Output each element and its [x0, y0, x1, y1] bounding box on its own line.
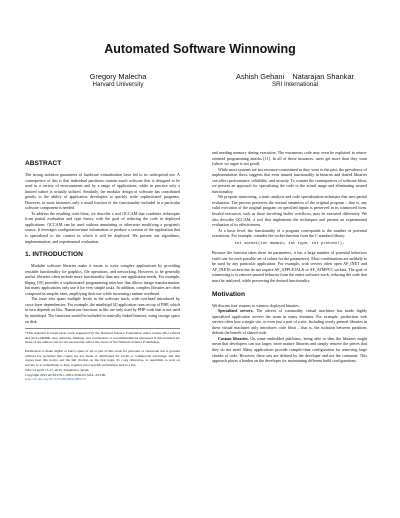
conference-line: SAC'15 April 13-17, 2015, Salamanca, Spain.	[25, 368, 90, 373]
motivation-heading: Motivation	[212, 290, 245, 298]
footnote: *This material is based upon work supported by the National Science Foundation under Grants IIS-1116414 and ACI-1440800. Any opinions, findings, and conclusions or recommendations expressed in this material are those of the authors and do not necessarily reflect the views of the National Science Foundation.	[25, 328, 180, 345]
permission-notice: Permission to make digital or hard copies of all or part of this work for personal or classroom use is granted without fee provided that copies are not made or distributed for profit or commercial advantage and that copies bear this notice and the full citation on the first page. To copy otherwise, to republish, to post on servers or to redistribute to lists, requires prior specific permission and/or a fee.	[25, 348, 180, 367]
run-in-heading: Custom libraries.	[218, 335, 249, 341]
body-paragraph: While most systems are not resource-constrained as they were in the past, the prevalence of implementation flaws suggests that even unused functionality in binaries and shared libraries can affect performance, reliability, and security. To counter the consequences of software bloat, we present an approach for specializing the code to the actual usage and eliminating unused functionality.	[212, 166, 367, 194]
body-paragraph: and needing memory during execution. The extraneous code may even be exploited in return-oriented programming attacks [11]. In all of these instances, users get more than they want (where we argue is not good).	[212, 150, 367, 167]
copyright-line: Copyright 2015 ACM 978-1-4503-3196-8/15/04...$15.00.	[25, 372, 107, 377]
body-paragraph	[212, 308, 367, 336]
author-affiliation: SRI International	[271, 81, 319, 88]
intro-paragraph: The issue also spans multiple levels in the software stack, with overhead introduced by cross-layer dependencies. For example, the minihttpd [4] application runs on top of PHP, which in turn depends on libc. Numerous functions in libc are only used by PHP-code that is not used by minihttpd. The functions would be included in statically linked binaries, using storage space on disk	[25, 296, 180, 324]
body-paragraph: Because the function takes three int parameters, it has a large number of potential behaviors (with one for each possible set of values for the parameters). Most combinations are unlikely to be used by any particular application. For example, with servers often open AF_INET and AF_INET6 sockets but do not require AF_APPLETALK or AF_ATMPVC sockets. The goal of winnowing is to remove unused behavior from the entire software stack, reducing the code that must be analyzed, while preserving the desired functionality.	[212, 250, 367, 284]
run-in-heading: Specialized servers.	[218, 308, 254, 314]
right-column	[212, 150, 367, 364]
body-paragraph: At a basic level, the functionality of a program corresponds to the number of potential executions. For example, consider the socket function from the C standard library:	[212, 227, 367, 239]
body-paragraph	[212, 336, 367, 364]
intro-heading: 1. INTRODUCTION	[25, 251, 83, 259]
left-column	[25, 158, 180, 382]
abstract-heading: ABSTRACT	[25, 160, 62, 167]
paper-title: Automated Software Winnowing	[104, 42, 296, 56]
author-affiliation: Harvard University	[92, 81, 144, 88]
author-name: Natarajan Shankar	[292, 72, 354, 81]
author-block-2	[210, 72, 380, 89]
intro-paragraph: Modular software libraries make it easier to write complex applications by providing reusable functionality for graphics, file operations, and networking. However, to be generally useful, libraries often include more functionality than any one application needs. For example, libpng [10] provides a sophisticated programming interface that allows image transformation, but many applications only use it for very simple tasks. In addition, complex libraries are often composed in simpler ones, amplifying their use while increasing runtime overhead.	[25, 263, 180, 296]
paragraph-text: On some embedded platforms, being able to slim the libraries might mean that developers can use larger, more mature libraries and simply remove the pieces that they do not need. Many applications provide compile-time configuration for removing large chunks of code. However, these sets are defined by the developer and not the consumer. This approach places a burden on the developer for maintaining different build configurations.	[212, 335, 368, 364]
body-paragraph: We propose winnowing, a static analysis and code specialization technique that uses partial evaluation. The process preserves the normal semantics of the original program – that is, any valid execution of the original program on specified inputs is preserved in its winnowed form. Invalid execution, such as those involving buffer overflows, may be executed differently. We also describe OCCAM, a tool that implements the techniques and present an experimental evaluation of its effectiveness.	[212, 194, 367, 228]
author-names-row	[210, 72, 380, 81]
author-name: Gregory Malecha	[89, 72, 147, 81]
paragraph-text: The advent of commodity virtual machines has made highly specialized application servers the norm in many domains. For example, production web servers often host a single site, or even just a part of a site. Including overly general libraries in these virtual machines only introduces code bloat – that is, the isolation between partitions defeats the benefit of shared code.	[212, 308, 367, 336]
abstract-paragraph: The strong isolation guarantees of hardware virtualization have led to its widespread use. A consequence of this is that individual partitions contain much software that is designed to be used in a variety of environments and by a range of applications, while in practice only a limited subset is actually utilized. Similarly, the modular design of software has contributed greatly to the ability of application developers to quickly write sophisticated programs. However, in most instances only a small fraction of the functionality included in a particular software component is needed.	[25, 172, 180, 211]
body-paragraph: We discuss four reasons to winnow deployed binaries.	[212, 302, 300, 308]
abstract-paragraph: To address the resulting code bloat, we describe a tool OCCAM that combines techniques from partial evaluation and type theory with the goal of reducing the code in deployed applications. OCCAM can be used without annotating or otherwise modifying a program's source. It leverages configuration-time information to produce a version of the application that is specialized to the context in which it will be deployed. We present our algorithms, implementation, and experimental evaluation.	[25, 210, 180, 244]
author-block-1	[58, 72, 178, 89]
author-name: Ashish Gehani	[236, 72, 285, 81]
doi-link[interactable]: http://dx.doi.org/10.1145/2695664.2695751	[25, 377, 87, 382]
code-snippet: int socket(int domain, int type, int protocol);	[234, 241, 345, 246]
